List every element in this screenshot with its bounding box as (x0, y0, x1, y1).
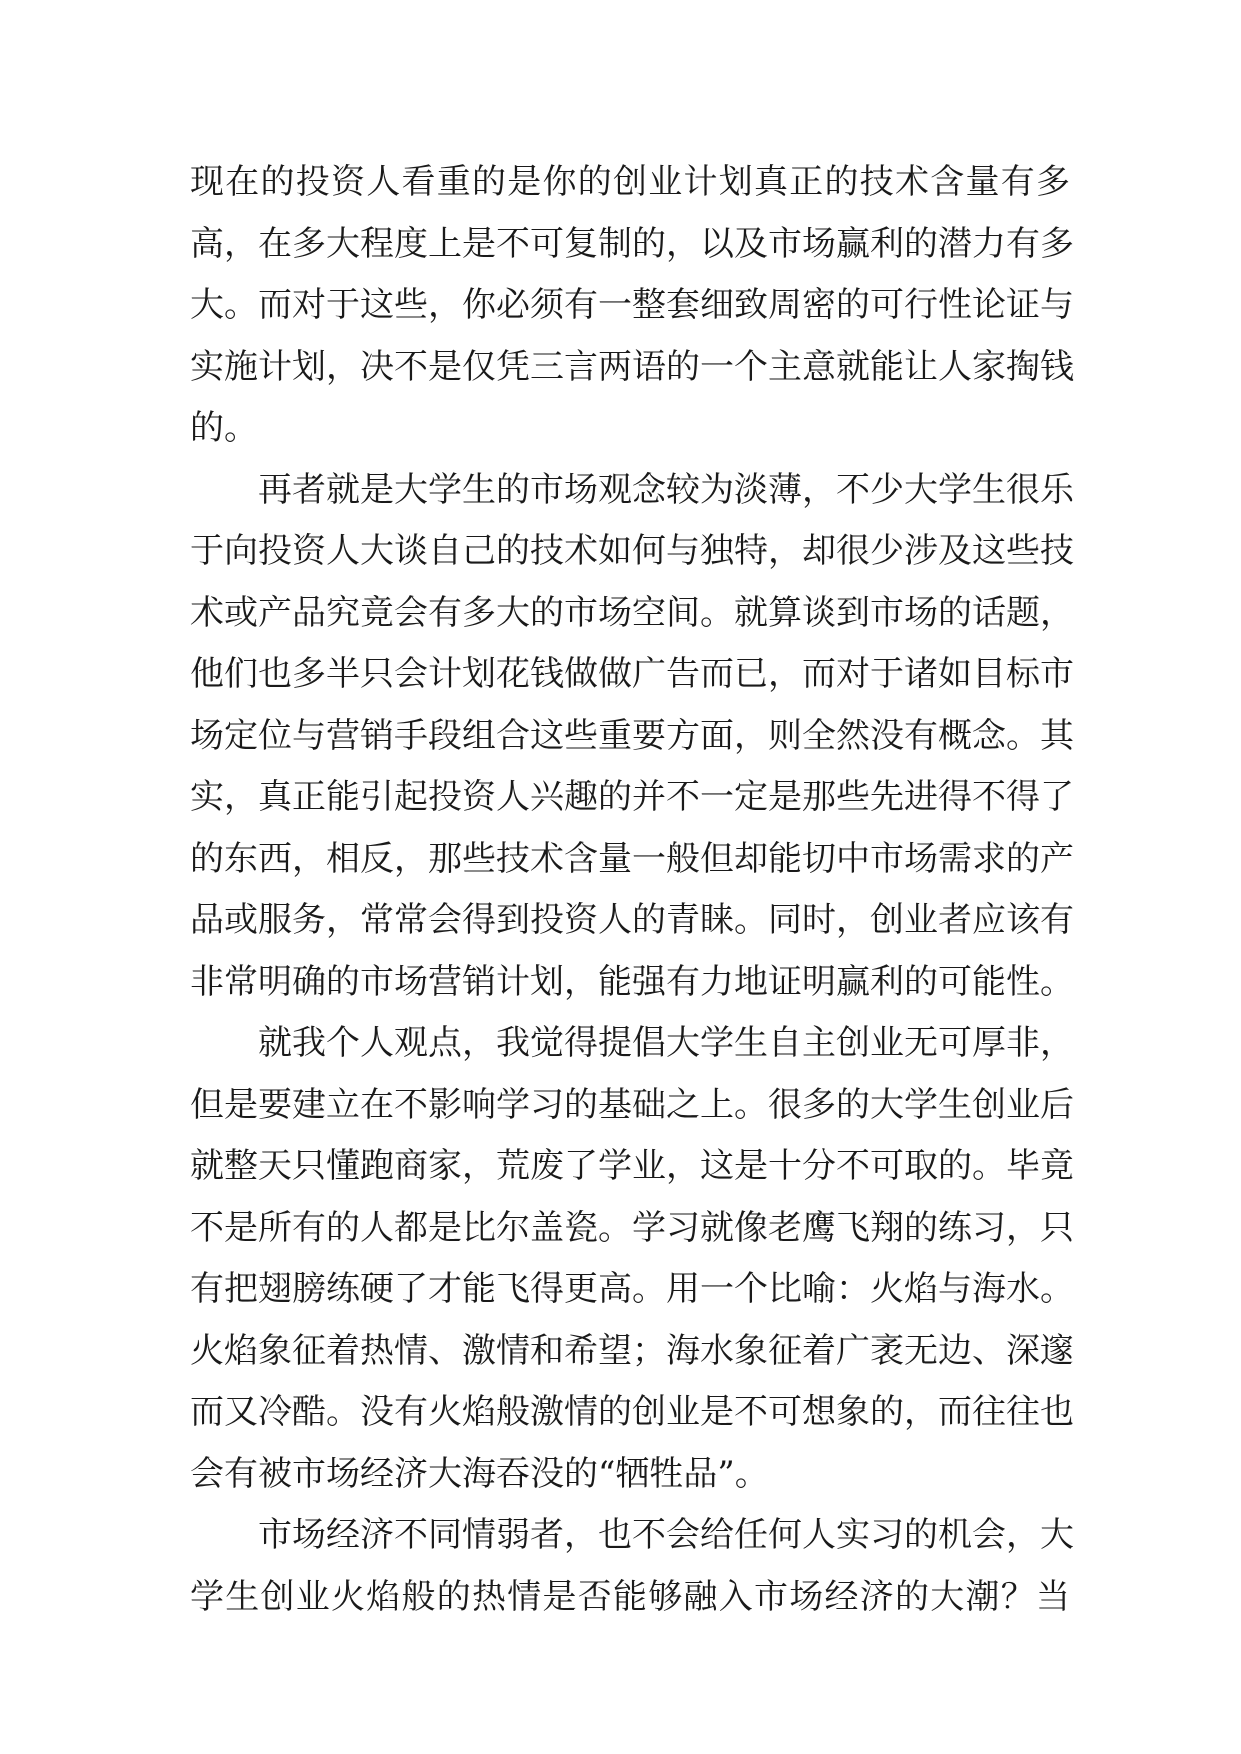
text-line: 就整天只懂跑商家，荒废了学业，这是十分不可取的。毕竟 (190, 1146, 1074, 1186)
text-line: 学生创业火焰般的热情是否能够融入市场经济的大潮？当 (190, 1576, 1070, 1617)
text-line: 大。而对于这些，你必须有一整套细致周密的可行性论证与 (190, 285, 1074, 325)
text-line: 会有被市场经济大海吞没的“牺牲品”。 (190, 1453, 769, 1494)
text-line: 于向投资人大谈自己的技术如何与独特，却很少涉及这些技 (190, 531, 1074, 571)
text-line: 实施计划，决不是仅凭三言两语的一个主意就能让人家掏钱 (190, 346, 1074, 387)
text-line: 火焰象征着热情、激情和希望；海水象征着广袤无边、深邃 (190, 1330, 1074, 1371)
text-line: 术或产品究竟会有多大的市场空间。就算谈到市场的话题， (190, 592, 1074, 633)
text-line: 现在的投资人看重的是你的创业计划真正的技术含量有多 (190, 162, 1070, 202)
text-line: 品或服务，常常会得到投资人的青睐。同时，创业者应该有 (190, 900, 1074, 940)
text-line: 的。 (190, 408, 258, 448)
paragraph-first-line: 就我个人观点，我觉得提倡大学生自主创业无可厚非， (258, 1023, 1074, 1063)
paragraph-first-line: 市场经济不同情弱者，也不会给任何人实习的机会，大 (258, 1515, 1074, 1555)
text-line: 而又冷酷。没有火焰般激情的创业是不可想象的，而往往也 (190, 1392, 1074, 1432)
text-line: 非常明确的市场营销计划，能强有力地证明赢利的可能性。 (190, 961, 1074, 1002)
body-text (190, 152, 1074, 1628)
paragraph-first-line: 再者就是大学生的市场观念较为淡薄，不少大学生很乐 (258, 469, 1074, 510)
text-line: 的东西，相反，那些技术含量一般但却能切中市场需求的产 (190, 838, 1074, 879)
text-line: 他们也多半只会计划花钱做做广告而已，而对于诸如目标市 (190, 654, 1074, 694)
text-line: 但是要建立在不影响学习的基础之上。很多的大学生创业后 (190, 1084, 1074, 1125)
text-line: 高，在多大程度上是不可复制的，以及市场赢利的潜力有多 (190, 223, 1074, 264)
text-line: 有把翅膀练硬了才能飞得更高。用一个比喻：火焰与海水。 (190, 1269, 1074, 1309)
text-line: 不是所有的人都是比尔盖瓷。学习就像老鹰飞翔的练习，只 (190, 1207, 1074, 1248)
text-line: 场定位与营销手段组合这些重要方面，则全然没有概念。其 (190, 715, 1074, 756)
text-line: 实，真正能引起投资人兴趣的并不一定是那些先进得不得了 (190, 777, 1074, 817)
